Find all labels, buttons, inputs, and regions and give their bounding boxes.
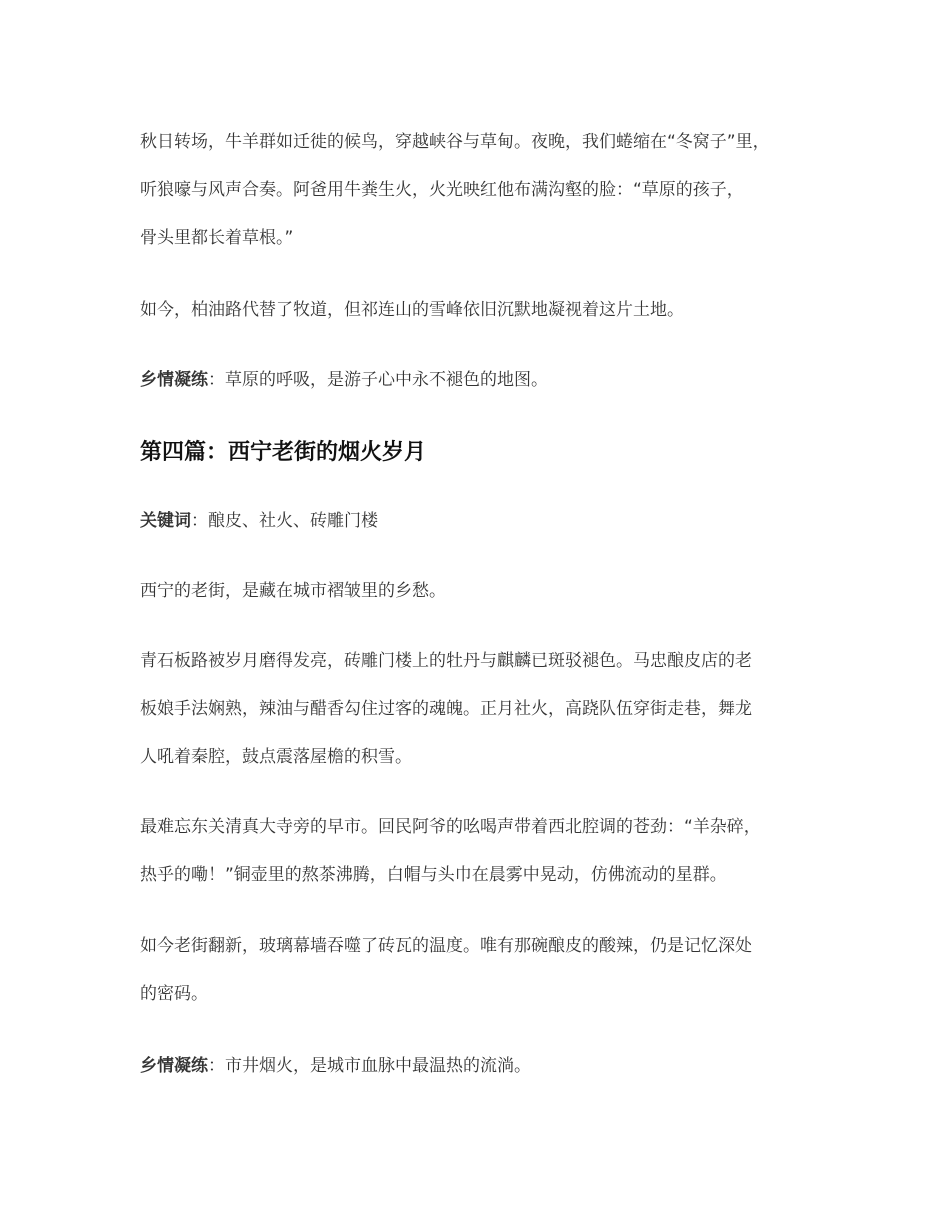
text-line: 青石板路被岁月磨得发亮，砖雕门楼上的牡丹与麒麟已斑驳褪色。马忠酿皮店的老 [140,651,752,671]
text-line: 如今，柏油路代替了牧道，但祁连山的雪峰依旧沉默地凝视着这片土地。 [140,300,684,320]
text-line: 的密码。 [140,984,208,1004]
summary-label: 乡情凝练 [140,1056,208,1076]
paragraph-old-street-intro [140,567,830,615]
text-line: 热乎的嘞！”铜壶里的熬茶沸腾，白帽与头巾在晨雾中晃动，仿佛流动的星群。 [140,865,727,885]
text-line: 人吼着秦腔，鼓点震落屋檐的积雪。 [140,747,412,767]
keywords-label: 关键词 [140,511,191,531]
text-line: 秋日转场，牛羊群如迁徙的候鸟，穿越峡谷与草甸。夜晚，我们蜷缩在“冬窝子”里， [140,132,770,152]
text-line: 骨头里都长着草根。” [140,228,294,248]
summary-city [140,1042,830,1090]
text-line: 听狼嚎与风声合奏。阿爸用牛粪生火，火光映红他布满沟壑的脸：“草原的孩子， [140,180,744,200]
section-title: 第四篇：西宁老街的烟火岁月 [140,439,427,465]
summary-grassland [140,356,830,404]
summary-label: 乡情凝练 [140,370,208,390]
paragraph-morning-market [140,803,830,899]
keywords-line [140,497,830,545]
summary-text: ：市井烟火，是城市血脉中最温热的流淌。 [208,1056,531,1076]
paragraph-autumn-migration [140,118,830,262]
paragraph-stone-road [140,637,830,781]
text-line: 西宁的老街，是藏在城市褶皱里的乡愁。 [140,581,446,601]
text-line: 最难忘东关清真大寺旁的早市。回民阿爷的吆喝声带着西北腔调的苍劲：“羊杂碎， [140,817,761,837]
paragraph-renovation [140,922,830,1018]
text-line: 板娘手法娴熟，辣油与醋香勾住过客的魂魄。正月社火，高跷队伍穿街走巷，舞龙 [140,699,752,719]
paragraph-qilian-today [140,286,830,334]
summary-text: ：草原的呼吸，是游子心中永不褪色的地图。 [208,370,548,390]
keywords-text: ：酿皮、社火、砖雕门楼 [191,511,378,531]
text-line: 如今老街翻新，玻璃幕墙吞噬了砖瓦的温度。唯有那碗酿皮的酸辣，仍是记忆深处 [140,936,752,956]
